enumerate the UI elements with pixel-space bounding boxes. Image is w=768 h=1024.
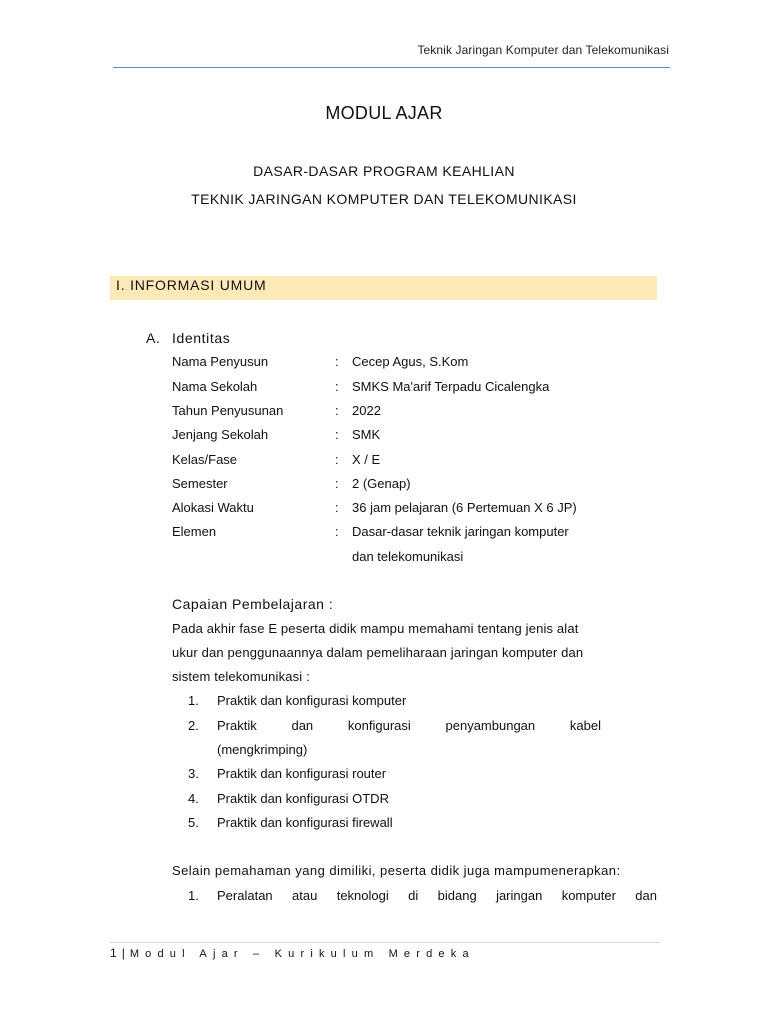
- identity-value-continuation: dan telekomunikasi: [352, 549, 464, 564]
- list-word: teknologi: [336, 888, 389, 903]
- identity-colon: :: [335, 452, 339, 467]
- list-number: 1.: [188, 888, 199, 903]
- identity-colon: :: [335, 427, 339, 442]
- identity-colon: :: [335, 500, 339, 515]
- identity-colon: :: [335, 354, 339, 369]
- running-header: Teknik Jaringan Komputer dan Telekomunikasi: [417, 43, 669, 57]
- list-word: penyambungan: [445, 718, 536, 733]
- list-number: 3.: [188, 766, 199, 781]
- header-rule: [113, 67, 670, 68]
- list-item: [188, 693, 608, 713]
- identity-colon: :: [335, 476, 339, 491]
- list-number: 4.: [188, 791, 199, 806]
- identity-label: Kelas/Fase: [172, 452, 238, 467]
- paragraph-line: Selain pemahaman yang dimiliki, peserta didik juga mampumenerapkan:: [172, 863, 621, 878]
- list-text: Praktik dan konfigurasi firewall: [217, 815, 393, 830]
- list-text: Praktik dan konfigurasi komputer: [217, 693, 407, 708]
- identity-colon: :: [335, 403, 339, 418]
- section-title: I. INFORMASI UMUM: [116, 277, 267, 293]
- list-word: atau: [292, 888, 318, 903]
- identitas-heading-text: Identitas: [172, 330, 231, 346]
- list-text: Praktik dan konfigurasi router: [217, 766, 387, 781]
- list-number: 2.: [188, 718, 199, 733]
- identitas-heading: [146, 330, 230, 346]
- list-item: [188, 718, 608, 738]
- list-item: [188, 766, 608, 786]
- identitas-letter: A.: [146, 330, 161, 346]
- document-subtitle-line-2: TEKNIK JARINGAN KOMPUTER DAN TELEKOMUNIKASI: [191, 191, 577, 207]
- identity-colon: :: [335, 524, 339, 539]
- identity-value: 36 jam pelajaran (6 Pertemuan X 6 JP): [352, 500, 577, 515]
- footer-text: Modul Ajar – Kurikulum Merdeka: [129, 948, 475, 960]
- identity-label: Elemen: [172, 524, 217, 539]
- list-text: (mengkrimping): [217, 742, 308, 757]
- footer-rule: [110, 942, 660, 943]
- paragraph-line: ukur dan penggunaannya dalam pemeliharaan jaringan komputer dan: [172, 645, 584, 660]
- list-number: 1.: [188, 693, 199, 708]
- list-word: kabel: [569, 718, 601, 733]
- list-word: Praktik: [217, 718, 257, 733]
- list-word: jaringan: [496, 888, 543, 903]
- identity-value: 2022: [352, 403, 381, 418]
- list-word: di: [408, 888, 419, 903]
- identity-value: SMK: [352, 427, 381, 442]
- document-subtitle-line-1: DASAR-DASAR PROGRAM KEAHLIAN: [253, 163, 515, 179]
- list-item: [188, 815, 608, 835]
- list-text-justified: [217, 718, 601, 733]
- document-title: MODUL AJAR: [325, 103, 443, 123]
- identity-label: Alokasi Waktu: [172, 500, 254, 515]
- list-item: [188, 888, 658, 908]
- identity-label: Jenjang Sekolah: [172, 427, 269, 442]
- identity-label: Nama Penyusun: [172, 354, 269, 369]
- list-text: Praktik dan konfigurasi OTDR: [217, 791, 389, 806]
- list-word: dan: [291, 718, 314, 733]
- paragraph-line: sistem telekomunikasi :: [172, 669, 310, 684]
- list-number: 5.: [188, 815, 199, 830]
- list-text-justified: [217, 888, 657, 903]
- list-word: konfigurasi: [347, 718, 411, 733]
- identity-value: Dasar-dasar teknik jaringan komputer: [352, 524, 569, 539]
- identity-label: Nama Sekolah: [172, 379, 258, 394]
- footer-separator: |: [121, 946, 125, 960]
- page-footer: [110, 946, 475, 960]
- list-word: Peralatan: [217, 888, 273, 903]
- page-number: 1: [110, 946, 117, 960]
- identity-value: SMKS Ma'arif Terpadu Cicalengka: [352, 379, 550, 394]
- identity-colon: :: [335, 379, 339, 394]
- identity-label: Tahun Penyusunan: [172, 403, 284, 418]
- list-word: komputer: [561, 888, 616, 903]
- identity-value: 2 (Genap): [352, 476, 411, 491]
- list-word: bidang: [437, 888, 477, 903]
- identity-label: Semester: [172, 476, 228, 491]
- paragraph-line: Pada akhir fase E peserta didik mampu memahami tentang jenis alat: [172, 621, 579, 636]
- identity-value: X / E: [352, 452, 381, 467]
- list-word: dan: [635, 888, 657, 903]
- capaian-heading: Capaian Pembelajaran :: [172, 596, 334, 612]
- identity-value: Cecep Agus, S.Kom: [352, 354, 469, 369]
- list-item-continuation: [188, 742, 608, 762]
- list-item: [188, 791, 608, 811]
